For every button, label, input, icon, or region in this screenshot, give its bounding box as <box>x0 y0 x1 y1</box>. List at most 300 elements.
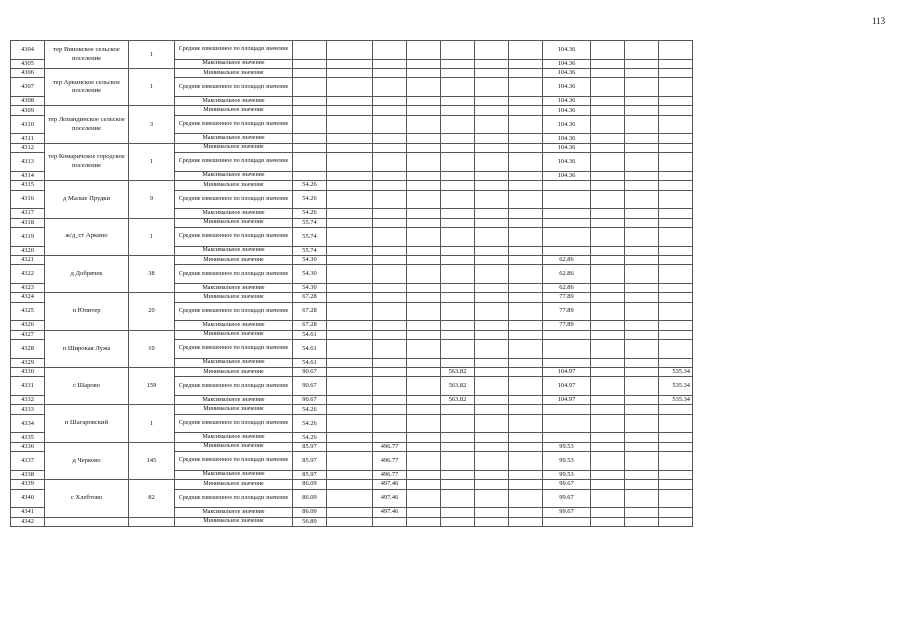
value-cell: 55.74 <box>293 218 327 227</box>
value-cell <box>475 358 509 367</box>
value-cell <box>543 340 591 359</box>
indicator-label: Средние взвешенное по площади значение <box>175 377 293 396</box>
value-cell <box>509 255 543 264</box>
value-cell: 54.30 <box>293 283 327 292</box>
value-cell <box>591 433 625 442</box>
value-cell <box>407 59 441 68</box>
value-cell <box>591 358 625 367</box>
row-number: 4320 <box>11 246 45 255</box>
row-number: 4318 <box>11 218 45 227</box>
value-cell <box>659 227 693 246</box>
indicator-label: Максимальное значение <box>175 508 293 517</box>
value-cell <box>591 293 625 302</box>
row-number: 4338 <box>11 470 45 479</box>
value-cell: 62.86 <box>543 255 591 264</box>
value-cell <box>509 283 543 292</box>
value-cell <box>373 115 407 134</box>
value-cell <box>373 358 407 367</box>
value-cell <box>509 330 543 339</box>
value-cell <box>509 517 543 526</box>
value-cell <box>591 508 625 517</box>
value-cell <box>625 246 659 255</box>
value-cell <box>475 321 509 330</box>
value-cell <box>659 330 693 339</box>
value-cell: 104.36 <box>543 59 591 68</box>
table-row <box>11 517 727 526</box>
value-cell <box>407 470 441 479</box>
row-number: 4316 <box>11 190 45 209</box>
value-cell <box>327 452 373 471</box>
value-cell <box>407 218 441 227</box>
value-cell <box>509 97 543 106</box>
value-cell: 104.36 <box>543 171 591 180</box>
value-cell <box>475 433 509 442</box>
value-cell <box>373 265 407 284</box>
value-cell <box>475 293 509 302</box>
value-cell <box>543 246 591 255</box>
value-cell <box>407 508 441 517</box>
value-cell <box>625 442 659 451</box>
value-cell <box>407 433 441 442</box>
value-cell <box>591 78 625 97</box>
value-cell <box>591 227 625 246</box>
indicator-label: Максимальное значение <box>175 396 293 405</box>
value-cell <box>407 265 441 284</box>
indicator-label: Максимальное значение <box>175 321 293 330</box>
value-cell <box>441 508 475 517</box>
value-cell <box>327 218 373 227</box>
value-cell <box>327 480 373 489</box>
value-cell <box>625 227 659 246</box>
indicator-label: Максимальное значение <box>175 209 293 218</box>
value-cell <box>407 190 441 209</box>
value-cell: 496.77 <box>373 452 407 471</box>
value-cell <box>591 442 625 451</box>
value-cell <box>509 358 543 367</box>
value-cell: 62.86 <box>543 265 591 284</box>
value-cell: 497.46 <box>373 489 407 508</box>
value-cell <box>293 171 327 180</box>
indicator-label: Минимальное значение <box>175 517 293 526</box>
value-cell <box>509 293 543 302</box>
value-cell <box>591 59 625 68</box>
value-cell <box>475 489 509 508</box>
value-cell <box>591 265 625 284</box>
value-cell <box>475 265 509 284</box>
value-cell <box>373 171 407 180</box>
value-cell <box>327 97 373 106</box>
value-cell <box>543 517 591 526</box>
value-cell <box>659 340 693 359</box>
settlement-count: 1 <box>129 143 175 180</box>
value-cell <box>509 396 543 405</box>
data-table <box>10 40 727 527</box>
settlement-count: 82 <box>129 480 175 517</box>
table-row <box>11 143 727 152</box>
value-cell <box>373 209 407 218</box>
value-cell <box>509 41 543 60</box>
value-cell <box>441 209 475 218</box>
value-cell <box>373 405 407 414</box>
row-number: 4319 <box>11 227 45 246</box>
value-cell <box>475 59 509 68</box>
value-cell <box>475 143 509 152</box>
value-cell <box>441 321 475 330</box>
value-cell: 90.67 <box>293 377 327 396</box>
value-cell <box>475 69 509 78</box>
value-cell <box>625 283 659 292</box>
value-cell <box>373 414 407 433</box>
value-cell <box>327 153 373 172</box>
value-cell <box>441 480 475 489</box>
value-cell <box>293 59 327 68</box>
value-cell <box>373 97 407 106</box>
value-cell <box>441 283 475 292</box>
value-cell <box>625 358 659 367</box>
row-number: 4331 <box>11 377 45 396</box>
row-number: 4342 <box>11 517 45 526</box>
value-cell <box>591 255 625 264</box>
value-cell <box>475 134 509 143</box>
value-cell <box>509 227 543 246</box>
value-cell <box>659 283 693 292</box>
value-cell <box>407 41 441 60</box>
value-cell: 55.74 <box>293 227 327 246</box>
row-number: 4339 <box>11 480 45 489</box>
value-cell: 104.36 <box>543 115 591 134</box>
value-cell <box>327 181 373 190</box>
value-cell <box>625 97 659 106</box>
indicator-label: Минимальное значение <box>175 143 293 152</box>
indicator-label: Минимальное значение <box>175 330 293 339</box>
value-cell <box>591 283 625 292</box>
value-cell <box>591 480 625 489</box>
value-cell <box>625 171 659 180</box>
settlement-name: д Черково <box>45 442 129 479</box>
value-cell <box>625 396 659 405</box>
settlement-count: 1 <box>129 405 175 442</box>
value-cell <box>475 115 509 134</box>
value-cell <box>475 246 509 255</box>
value-cell <box>441 302 475 321</box>
value-cell <box>625 340 659 359</box>
value-cell <box>659 489 693 508</box>
value-cell <box>509 442 543 451</box>
value-cell <box>475 452 509 471</box>
indicator-label: Минимальное значение <box>175 106 293 115</box>
value-cell <box>475 302 509 321</box>
indicator-label: Средние взвешенное по площади значение <box>175 452 293 471</box>
value-cell <box>327 377 373 396</box>
value-cell: 535.34 <box>659 368 693 377</box>
value-cell <box>591 330 625 339</box>
value-cell: 54.61 <box>293 340 327 359</box>
value-cell <box>327 78 373 97</box>
value-cell <box>441 452 475 471</box>
settlement-count: 10 <box>129 330 175 367</box>
value-cell <box>659 265 693 284</box>
value-cell <box>475 517 509 526</box>
value-cell <box>407 368 441 377</box>
settlement-count: 1 <box>129 41 175 69</box>
row-number: 4304 <box>11 41 45 60</box>
table-row <box>11 368 727 377</box>
value-cell <box>625 106 659 115</box>
value-cell: 86.09 <box>293 508 327 517</box>
value-cell <box>475 106 509 115</box>
indicator-label: Средние взвешенное по площади значение <box>175 302 293 321</box>
value-cell <box>327 340 373 359</box>
value-cell <box>509 508 543 517</box>
row-number: 4313 <box>11 153 45 172</box>
value-cell <box>625 190 659 209</box>
value-cell <box>659 115 693 134</box>
value-cell: 54.26 <box>293 190 327 209</box>
value-cell <box>591 302 625 321</box>
value-cell <box>373 134 407 143</box>
value-cell <box>625 405 659 414</box>
table-row <box>11 41 727 60</box>
settlement-count: 1 <box>129 69 175 106</box>
value-cell <box>475 78 509 97</box>
settlement-name: тер Аркинское сельское поселение <box>45 69 129 106</box>
row-number: 4328 <box>11 340 45 359</box>
value-cell <box>407 97 441 106</box>
value-cell <box>659 97 693 106</box>
table-row <box>11 405 727 414</box>
value-cell <box>475 377 509 396</box>
value-cell <box>659 433 693 442</box>
value-cell <box>543 218 591 227</box>
row-number: 4341 <box>11 508 45 517</box>
indicator-label: Минимальное значение <box>175 218 293 227</box>
value-cell <box>373 283 407 292</box>
value-cell <box>327 106 373 115</box>
settlement-count: 1 <box>129 218 175 255</box>
value-cell: 104.36 <box>543 41 591 60</box>
value-cell: 104.36 <box>543 106 591 115</box>
value-cell <box>373 218 407 227</box>
value-cell <box>659 171 693 180</box>
value-cell <box>659 246 693 255</box>
value-cell <box>475 190 509 209</box>
value-cell <box>625 368 659 377</box>
value-cell: 535.34 <box>659 396 693 405</box>
value-cell <box>509 321 543 330</box>
value-cell <box>475 255 509 264</box>
indicator-label: Максимальное значение <box>175 470 293 479</box>
value-cell <box>407 340 441 359</box>
value-cell <box>591 181 625 190</box>
value-cell <box>327 508 373 517</box>
row-number: 4336 <box>11 442 45 451</box>
value-cell <box>659 508 693 517</box>
value-cell <box>293 69 327 78</box>
value-cell <box>407 78 441 97</box>
value-cell: 54.30 <box>293 255 327 264</box>
value-cell: 77.89 <box>543 321 591 330</box>
indicator-label: Средние взвешенное по площади значение <box>175 78 293 97</box>
value-cell <box>659 293 693 302</box>
value-cell <box>407 69 441 78</box>
value-cell <box>625 209 659 218</box>
value-cell <box>475 340 509 359</box>
value-cell <box>373 106 407 115</box>
value-cell <box>591 115 625 134</box>
indicator-label: Средние взвешенное по площади значение <box>175 115 293 134</box>
value-cell <box>327 134 373 143</box>
value-cell <box>441 433 475 442</box>
indicator-label: Максимальное значение <box>175 433 293 442</box>
value-cell <box>407 405 441 414</box>
value-cell: 104.97 <box>543 377 591 396</box>
value-cell <box>625 41 659 60</box>
value-cell <box>327 302 373 321</box>
value-cell <box>327 489 373 508</box>
value-cell <box>407 255 441 264</box>
value-cell <box>441 293 475 302</box>
value-cell <box>659 442 693 451</box>
value-cell <box>625 255 659 264</box>
value-cell <box>407 227 441 246</box>
value-cell <box>591 368 625 377</box>
value-cell <box>625 69 659 78</box>
value-cell <box>475 470 509 479</box>
value-cell <box>509 489 543 508</box>
indicator-label: Минимальное значение <box>175 368 293 377</box>
value-cell <box>373 227 407 246</box>
settlement-name: д Малые Прудки <box>45 181 129 218</box>
value-cell <box>441 181 475 190</box>
value-cell <box>293 97 327 106</box>
value-cell <box>293 143 327 152</box>
value-cell: 563.82 <box>441 368 475 377</box>
value-cell <box>407 209 441 218</box>
value-cell: 497.46 <box>373 480 407 489</box>
value-cell <box>441 134 475 143</box>
value-cell <box>373 433 407 442</box>
value-cell <box>509 59 543 68</box>
row-number: 4308 <box>11 97 45 106</box>
value-cell <box>475 480 509 489</box>
value-cell <box>543 358 591 367</box>
value-cell <box>441 190 475 209</box>
value-cell <box>591 377 625 396</box>
value-cell <box>591 134 625 143</box>
value-cell: 77.89 <box>543 293 591 302</box>
value-cell <box>441 414 475 433</box>
value-cell <box>441 69 475 78</box>
value-cell <box>509 143 543 152</box>
indicator-label: Минимальное значение <box>175 405 293 414</box>
value-cell <box>509 134 543 143</box>
value-cell <box>625 302 659 321</box>
value-cell <box>659 414 693 433</box>
value-cell <box>327 358 373 367</box>
value-cell: 86.09 <box>293 489 327 508</box>
value-cell <box>659 41 693 60</box>
value-cell <box>509 405 543 414</box>
value-cell <box>327 396 373 405</box>
value-cell <box>509 115 543 134</box>
value-cell <box>591 414 625 433</box>
value-cell <box>625 452 659 471</box>
value-cell <box>327 414 373 433</box>
row-number: 4333 <box>11 405 45 414</box>
indicator-label: Максимальное значение <box>175 97 293 106</box>
value-cell <box>591 69 625 78</box>
value-cell <box>441 59 475 68</box>
value-cell <box>625 414 659 433</box>
value-cell: 90.67 <box>293 368 327 377</box>
value-cell <box>327 517 373 526</box>
value-cell <box>509 171 543 180</box>
value-cell <box>407 321 441 330</box>
indicator-label: Минимальное значение <box>175 255 293 264</box>
value-cell: 54.26 <box>293 405 327 414</box>
value-cell <box>293 153 327 172</box>
value-cell <box>659 302 693 321</box>
value-cell <box>659 181 693 190</box>
settlement-name: тер Комаричское городское поселение <box>45 143 129 180</box>
value-cell <box>475 97 509 106</box>
value-cell <box>591 190 625 209</box>
value-cell: 104.36 <box>543 153 591 172</box>
settlement-name: п Юпитер <box>45 293 129 330</box>
table-row <box>11 218 727 227</box>
value-cell <box>327 115 373 134</box>
value-cell <box>373 340 407 359</box>
value-cell <box>625 293 659 302</box>
value-cell: 104.97 <box>543 368 591 377</box>
value-cell: 104.36 <box>543 78 591 97</box>
value-cell <box>407 134 441 143</box>
indicator-label: Максимальное значение <box>175 358 293 367</box>
value-cell <box>327 293 373 302</box>
value-cell: 535.34 <box>659 377 693 396</box>
value-cell <box>327 255 373 264</box>
value-cell <box>441 330 475 339</box>
value-cell <box>625 143 659 152</box>
value-cell <box>659 78 693 97</box>
value-cell <box>441 340 475 359</box>
value-cell <box>591 218 625 227</box>
settlement-name: ж/д_ст Аркино <box>45 218 129 255</box>
value-cell <box>475 442 509 451</box>
value-cell <box>659 143 693 152</box>
value-cell <box>591 106 625 115</box>
indicator-label: Максимальное значение <box>175 59 293 68</box>
value-cell <box>327 143 373 152</box>
value-cell <box>475 396 509 405</box>
value-cell <box>407 517 441 526</box>
value-cell <box>475 414 509 433</box>
value-cell <box>509 470 543 479</box>
row-number: 4330 <box>11 368 45 377</box>
row-number: 4315 <box>11 181 45 190</box>
value-cell <box>373 153 407 172</box>
value-cell <box>475 405 509 414</box>
value-cell <box>475 283 509 292</box>
value-cell <box>591 321 625 330</box>
value-cell: 496.77 <box>373 442 407 451</box>
row-number: 4311 <box>11 134 45 143</box>
value-cell <box>441 97 475 106</box>
value-cell: 90.67 <box>293 396 327 405</box>
value-cell <box>625 153 659 172</box>
value-cell <box>373 396 407 405</box>
value-cell <box>625 330 659 339</box>
